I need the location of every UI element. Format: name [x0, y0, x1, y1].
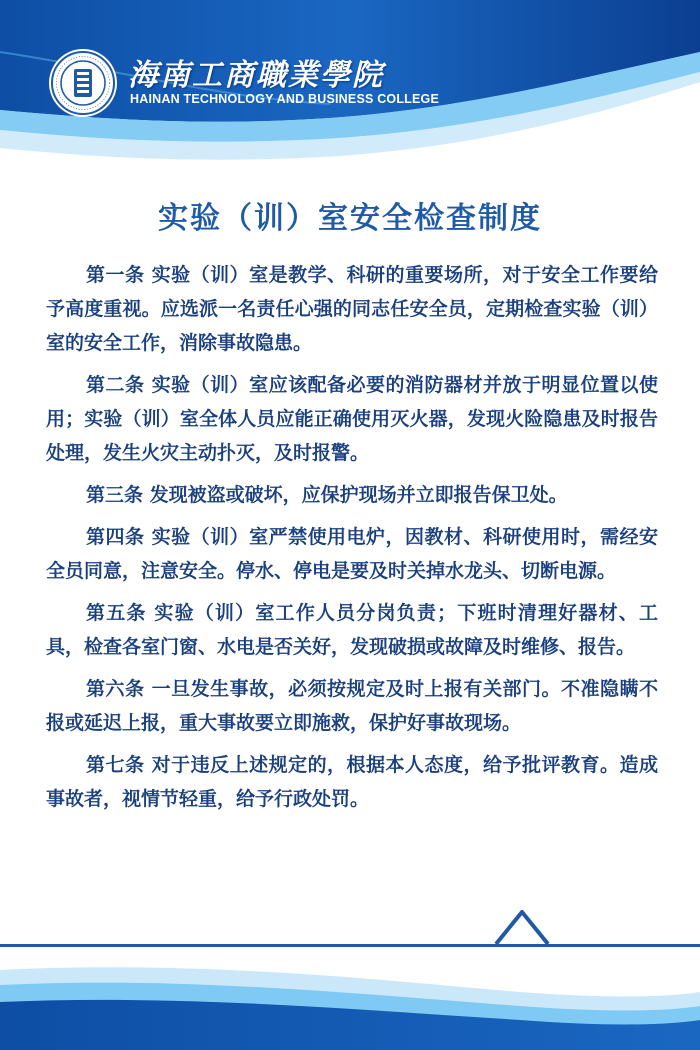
school-name-english: HAINAN TECHNOLOGY AND BUSINESS COLLEGE	[130, 92, 440, 106]
article-7: 第七条 对于违反上述规定的，根据本人态度，给予批评教育。造成事故者，视情节轻重，给予行政处罚。	[46, 754, 658, 810]
article-3: 第三条 发现被盗或破坏，应保护现场并立即报告保卫处。	[86, 484, 568, 506]
regulation-body	[46, 258, 658, 824]
article-4: 第四条 实验（训）室严禁使用电炉，因教材、科研使用时，需经安全员同意，注意安全。停水、停电是要及时关掉水龙头、切断电源。	[46, 526, 658, 582]
school-name-chinese: 海南工商職業學院	[128, 58, 384, 93]
footer-wave-banner	[0, 910, 700, 1050]
article-5: 第五条 实验（训）室工作人员分岗负责；下班时清理好器材、工具，检查各室门窗、水电是否关好，发现破损或故障及时维修、报告。	[46, 602, 658, 658]
page-title: 实验（训）室安全检查制度	[158, 201, 542, 236]
college-emblem-icon	[48, 48, 118, 118]
article-6: 第六条 一旦发生事故，必须按规定及时上报有关部门。不准隐瞒不报或延迟上报，重大事故要立即施救，保护好事故现场。	[46, 678, 658, 734]
article-2: 第二条 实验（训）室应该配备必要的消防器材并放于明显位置以使用；实验（训）室全体人员应能正确使用灭火器，发现火险隐患及时报告处理，发生火灾主动扑灭，及时报警。	[46, 374, 658, 464]
article-1: 第一条 实验（训）室是教学、科研的重要场所，对于安全工作要给予高度重视。应选派一名责任心强的同志任安全员，定期检查实验（训）室的安全工作，消除事故隐患。	[46, 264, 658, 354]
